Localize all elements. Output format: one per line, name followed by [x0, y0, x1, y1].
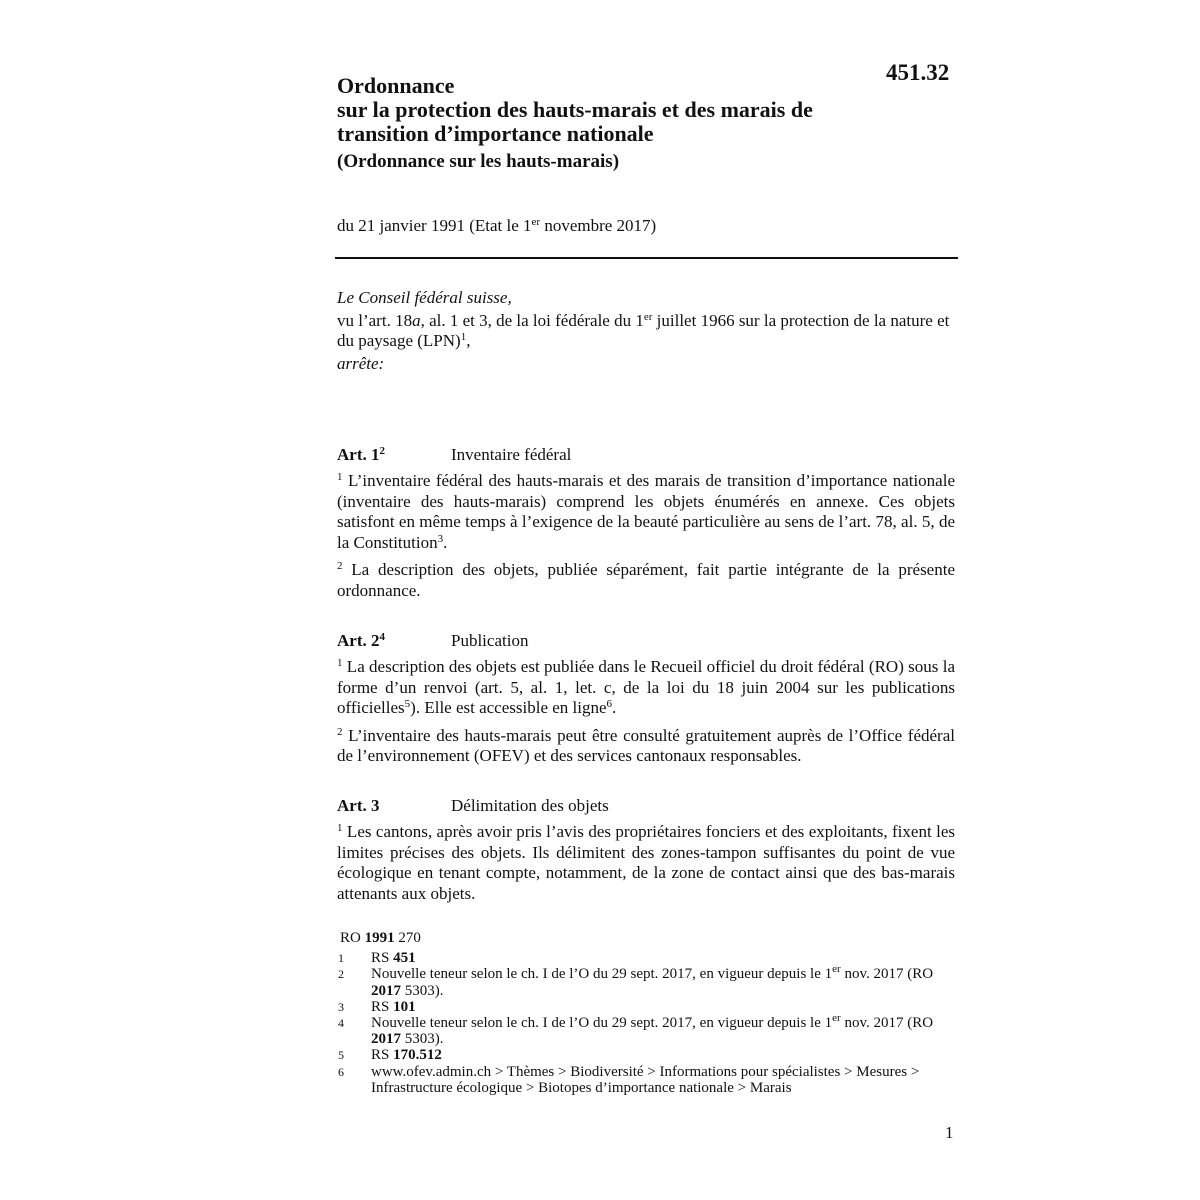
article-heading — [337, 445, 955, 467]
footnote-text: RS — [371, 950, 394, 967]
paragraph-number: 1 — [337, 657, 343, 669]
footnote-text: 5303). — [401, 982, 444, 999]
date-line — [337, 216, 656, 236]
header-rule — [335, 257, 958, 259]
footnote-text: Nouvelle teneur selon le ch. I de l’O du 29 sept. 2017, en vigueur depuis le 1 — [371, 1015, 833, 1032]
footnote-bold: 101 — [393, 998, 416, 1015]
legal-basis-sup: er — [643, 311, 653, 323]
footnote-item — [338, 1012, 955, 1048]
paragraph-text: Les cantons, après avoir pris l’avis des propriétaires fonciers et des exploitants, fixent les limites précises des objets. Ils délimitent des zones-tampon suffisantes du point de vue écologique en tenant compte, notamment, de la zone de contact ainsi que des bas-marais attenants aux objets. — [337, 822, 955, 903]
article-title: Délimitation des objets — [451, 796, 609, 815]
document-number: 451.32 — [886, 60, 950, 85]
title-line: Ordonnance — [337, 73, 455, 98]
article-paragraph — [337, 822, 955, 904]
preamble — [337, 288, 955, 377]
paragraph-text: La description des objets est publiée dans le Recueil officiel du droit fédéral (RO) sous la forme d’un renvoi (art. 5, al. 1, let. c, de la loi du 18 juin 2004 sur les publications officielles — [337, 657, 955, 717]
title-line: sur la protection des hauts-marais et des marais de — [337, 97, 813, 122]
footnote-item — [340, 1047, 955, 1063]
preamble-decree: arrête: — [337, 354, 385, 373]
article-paragraph — [337, 726, 955, 767]
footnote-text: RS — [371, 998, 394, 1015]
paragraph-text: La description des objets, publiée séparément, fait partie intégrante de la présente ordonnance. — [337, 560, 955, 600]
footnote-ref: 5 — [404, 698, 411, 710]
preamble-authority: Le Conseil fédéral suisse, — [337, 288, 512, 307]
footnote-ref: 2 — [379, 445, 385, 457]
paragraph-number: 1 — [337, 822, 343, 834]
title-block — [337, 74, 897, 173]
paragraph-text: L’inventaire fédéral des hauts-marais et des marais de transition d’importance nationale (inventaire des hauts-marais) comprend les objets énumérés en annexe. Ces objets satisfont en même temps à l’exigence de la beauté particulière au sens de l’art. 78, al. 5, de la Constitution — [337, 471, 955, 552]
footnote-sup: er — [832, 1012, 841, 1025]
article-number-text: Art. 1 — [337, 445, 380, 464]
legal-basis-text: , — [466, 331, 471, 350]
article-number — [337, 445, 385, 466]
footnote-bold: 451 — [393, 950, 416, 967]
footnote-text: nov. 2017 (RO — [840, 1015, 934, 1032]
footnote-item — [340, 950, 955, 966]
footnote-text: 5303). — [401, 1031, 444, 1048]
paragraph-text: L’inventaire des hauts-marais peut être consulté gratuitement auprès de l’Office fédéral de l’environnement (OFEV) et des services cantonaux responsables. — [337, 725, 955, 765]
article-heading — [337, 631, 955, 653]
source-prefix: RO — [340, 930, 365, 946]
article-paragraph — [337, 560, 955, 601]
date-prefix: du 21 janvier 1991 (Etat le 1 — [337, 216, 532, 235]
legal-basis-text: , al. 1 et 3, de la loi fédérale du 1 — [420, 311, 644, 330]
footnote-number: 5 — [338, 1048, 344, 1063]
footnote-number: 2 — [338, 967, 344, 982]
article-1 — [337, 445, 955, 608]
legal-basis-letter: a — [412, 311, 421, 330]
footnotes — [340, 930, 955, 1096]
article-title: Publication — [451, 631, 529, 650]
paragraph-number: 2 — [337, 725, 343, 738]
legal-basis-text: vu l’art. 18 — [337, 311, 413, 330]
footnote-item — [338, 963, 955, 999]
short-title: (Ordonnance sur les hauts-marais) — [337, 151, 620, 172]
paragraph-text: . — [443, 532, 448, 552]
page-number: 1 — [945, 1123, 954, 1142]
preamble-legal-basis — [337, 311, 955, 351]
footnote-text: www.ofev.admin.ch > Thèmes > Biodiversité > Informations pour spécialistes > Mesures > Infrastructure écologique > Biotopes d’importance nationale > Marais — [371, 1063, 920, 1096]
footnote-number: 4 — [338, 1016, 344, 1031]
paragraph-number: 2 — [337, 560, 343, 572]
date-sup: er — [531, 216, 541, 228]
article-number-text: Art. 2 — [337, 631, 380, 650]
footnote-ref: 1 — [460, 331, 467, 343]
footnote-item — [340, 999, 955, 1015]
footnote-ref: 4 — [379, 631, 385, 643]
footnote-item — [340, 1064, 955, 1096]
footnote-bold: 2017 — [371, 1031, 401, 1048]
article-paragraph — [337, 657, 955, 719]
footnote-text: nov. 2017 (RO — [840, 966, 934, 983]
paragraph-text: . — [612, 698, 617, 717]
source-page: 270 — [394, 930, 421, 946]
paragraph-number: 1 — [337, 471, 343, 483]
footnote-bold: 170.512 — [393, 1047, 442, 1064]
footnote-bold: 2017 — [371, 982, 401, 999]
date-suffix: novembre 2017) — [540, 216, 657, 235]
footnote-text: Nouvelle teneur selon le ch. I de l’O du 29 sept. 2017, en vigueur depuis le 1 — [371, 966, 833, 983]
footnote-source — [340, 930, 955, 946]
article-heading — [337, 796, 955, 818]
footnote-number: 3 — [338, 999, 344, 1014]
source-year: 1991 — [364, 930, 395, 946]
article-number — [337, 631, 385, 652]
footnote-number: 6 — [338, 1064, 344, 1079]
article-title: Inventaire fédéral — [451, 445, 572, 464]
article-2 — [337, 631, 955, 774]
article-3 — [337, 796, 955, 911]
title-line: transition d’importance nationale — [337, 121, 654, 146]
paragraph-text: ). Elle est accessible en ligne — [410, 698, 607, 717]
footnote-ref: 6 — [606, 698, 613, 710]
article-paragraph — [337, 471, 955, 553]
footnote-sup: er — [832, 963, 841, 976]
article-number: Art. 3 — [337, 796, 380, 815]
footnote-text: RS — [371, 1047, 394, 1064]
footnote-ref: 3 — [437, 532, 444, 545]
footnote-number: 1 — [338, 951, 344, 966]
legal-basis-text: juillet 1966 sur la protection de la nature et du paysage (LPN) — [337, 311, 950, 350]
